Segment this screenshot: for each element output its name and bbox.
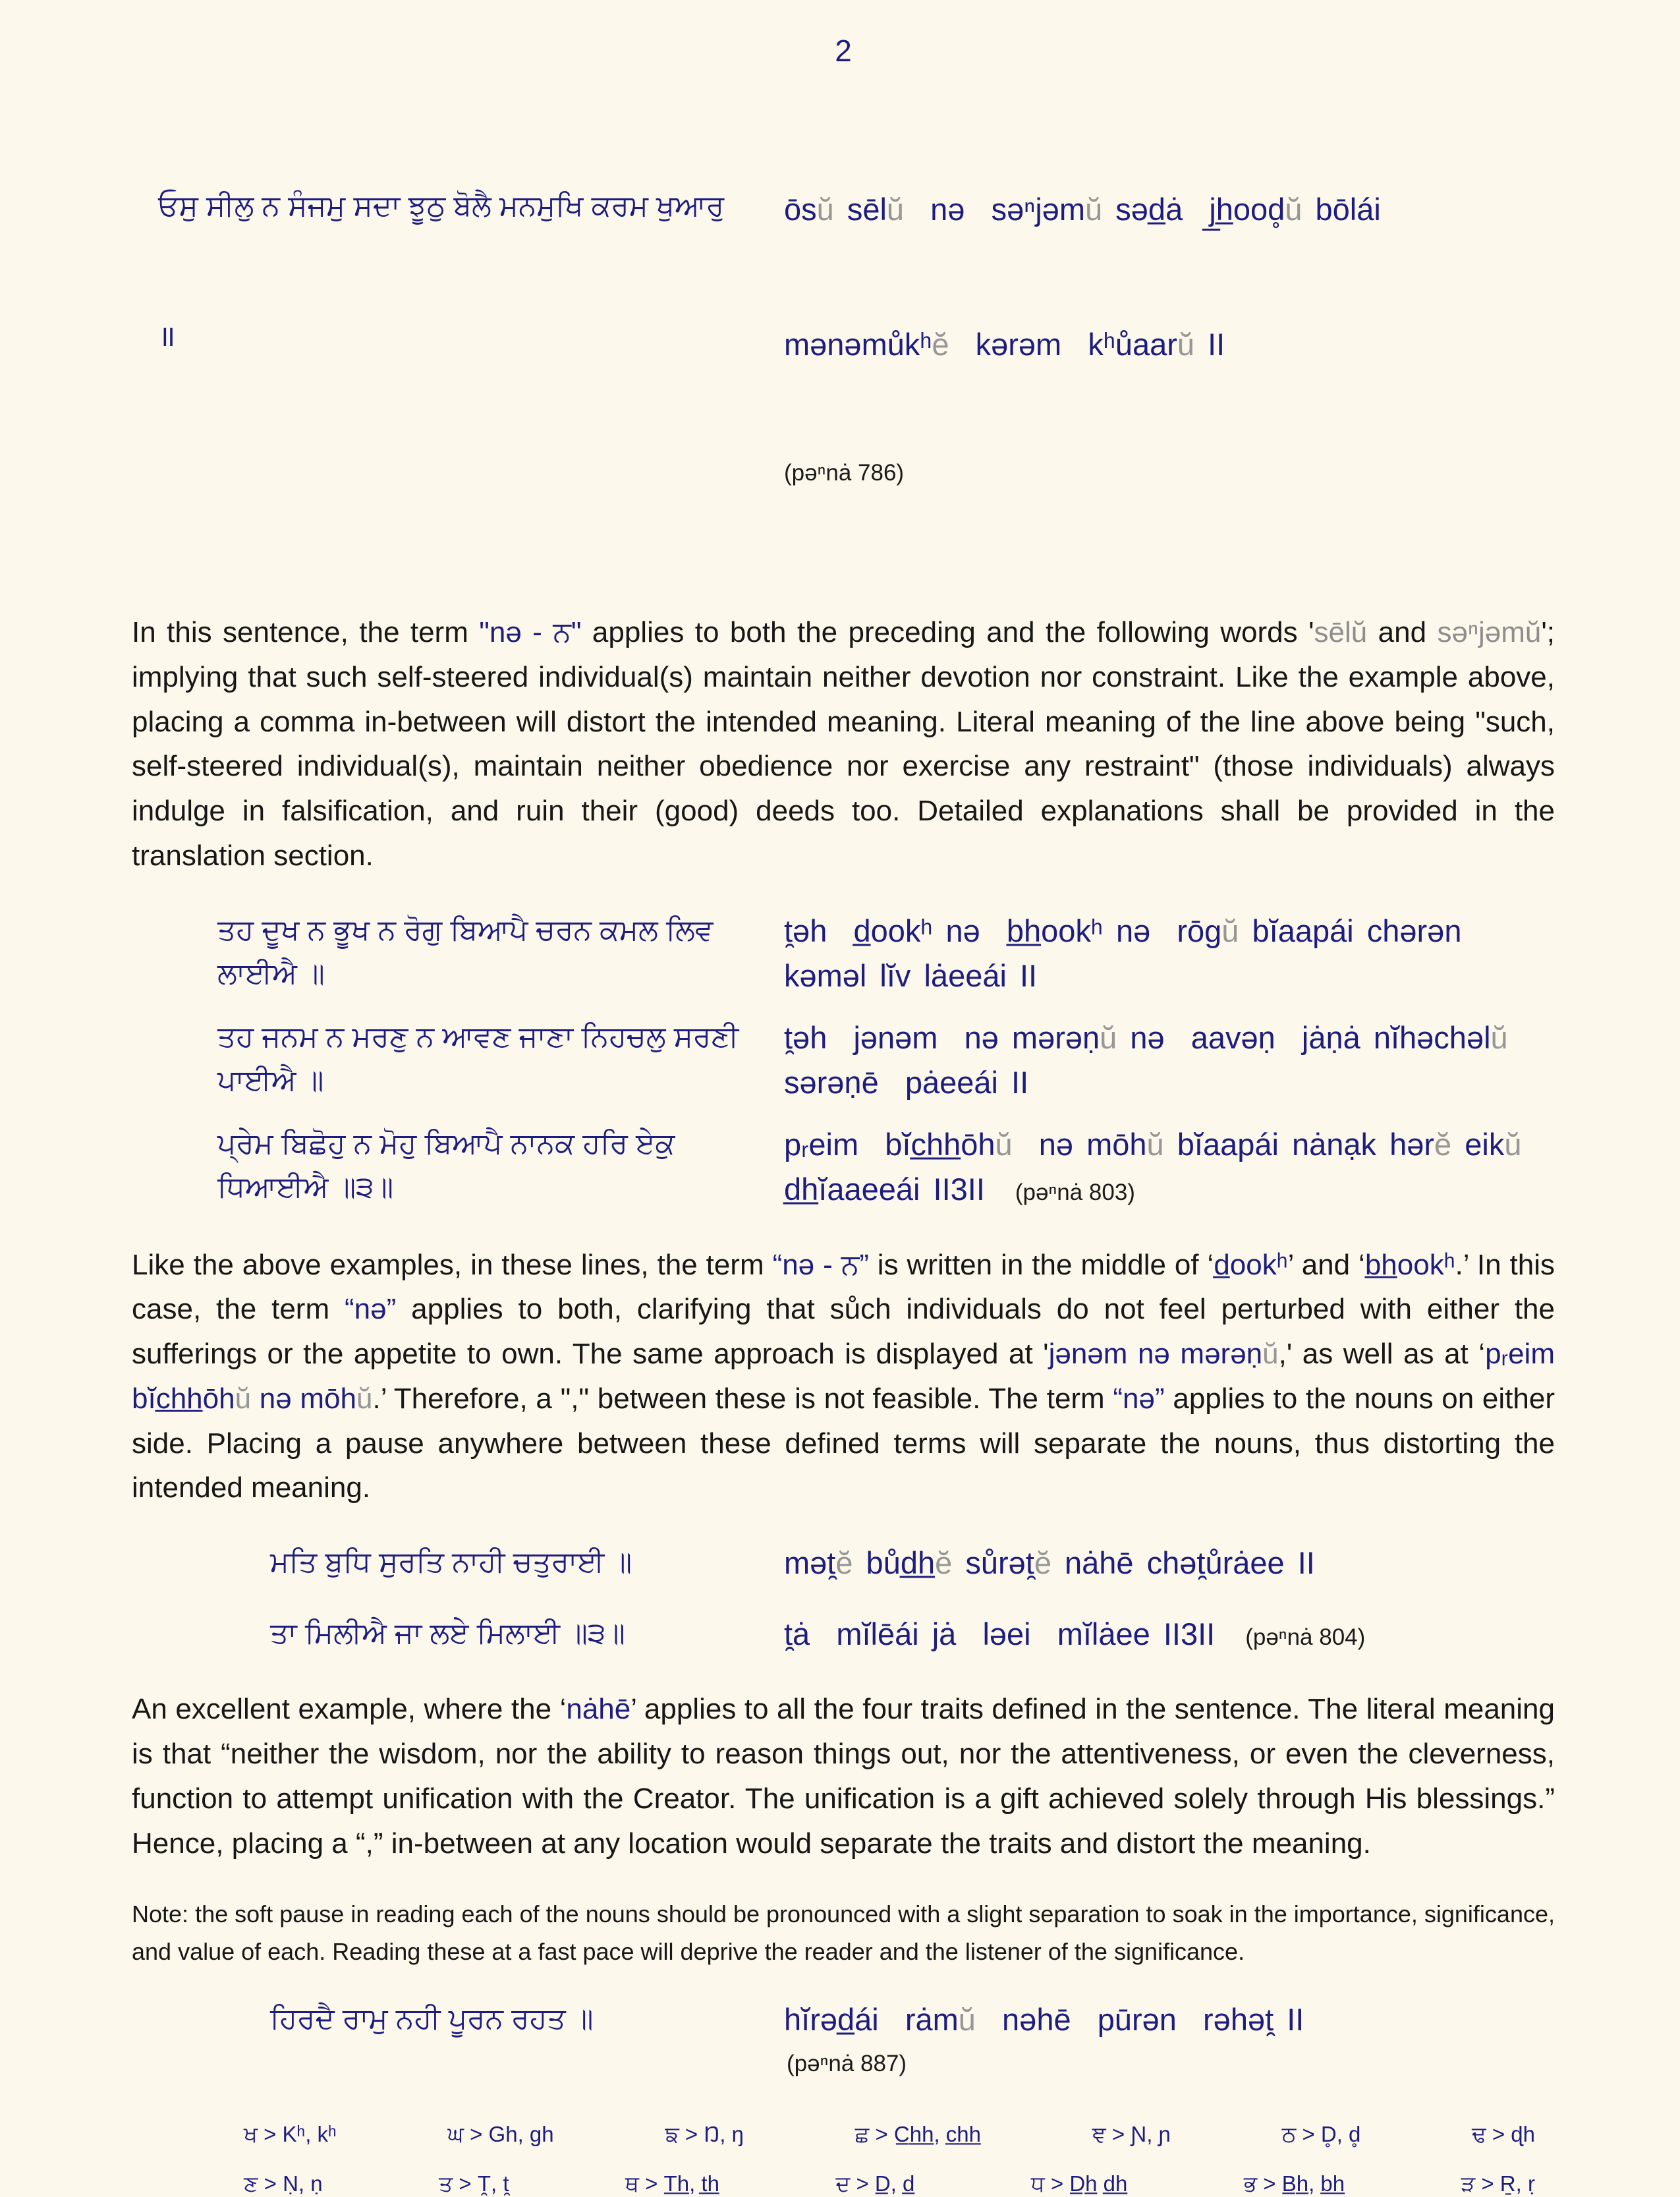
translit-line: t̯əh d̲ookʰ nə b̲h̲ookʰ nə rōgŭ bĭaapái chərən kəməl lĭv lȧeeái II [784, 913, 1475, 993]
couplet-row [132, 1122, 1555, 1212]
page-number: 2 [835, 34, 852, 68]
translit-line: ōsŭ sēlŭ nə səⁿjəmŭ səd̲ȧ j̲h̲ood̥ŭ bōlái [784, 192, 1381, 227]
gurmukhi-line: ॥ [158, 320, 176, 353]
translit-line: mənəmůkʰĕ kərəm kʰůaarŭ II [784, 326, 1225, 362]
key-mapping: ਖ > Kʰ, kʰ [244, 2121, 337, 2146]
translit-line [784, 1612, 1555, 1657]
key-mapping: ਧ > D̲h̲ d̲h̲ [1030, 2171, 1128, 2196]
transliteration-verse [784, 98, 1555, 580]
panna-reference: (pəⁿnȧ 786) [784, 460, 905, 486]
key-mapping: ਭ > B̲h̲, b̲h̲ [1243, 2171, 1345, 2196]
paragraph-explanation-3 [132, 1687, 1555, 1866]
text-segment: '; implying that such self-steered individual(s) maintain neither devotion nor constraint. Like the example above, placing a comma in-between will distort the intended meaning. Literal meaning of the line above being "such, self-steered individual(s), maintain neither obedience nor exercise any restraint" (those individuals) always indulge in falsification, and ruin their (good) deeds too. Detailed explanations shall be provided in the translation section. [132, 616, 1555, 872]
text-segment: and [1367, 616, 1438, 649]
text-segment: applies to both, clarifying that sůch individuals do not feel perturbed with either the sufferings or the appetite to own. The same approach is displayed at ' [132, 1293, 1555, 1370]
panna-reference: (pəⁿnȧ 804) [1245, 1624, 1366, 1651]
translit-term: "nə - ਨ" [479, 616, 582, 649]
gurmukhi-line: ਤਹ ਜਨਮ ਨ ਮਰਣੁ ਨ ਆਵਣ ਜਾਣਾ ਨਿਹਚਲੁ ਸਰਣੀ ਪਾਈਐ ॥ [217, 1020, 747, 1097]
translit-text: hĭrəd̲ái rȧmŭ nəhē pūrən rəhət̯ II [784, 2002, 1304, 2038]
panna-reference: (pəⁿnȧ 803) [1015, 1180, 1135, 1206]
text-segment: applies to both the preceding and the following words ' [581, 616, 1314, 649]
key-mapping: ੜ > Ṟ, ṛ [1461, 2171, 1535, 2196]
key-mapping: ਥ > T̲h̲, t̲h̲ [625, 2171, 719, 2196]
key-mapping: ਠ > D̥, d̥ [1281, 2121, 1361, 2146]
translit-term: nȧhē [566, 1693, 631, 1726]
text-segment: .’ Therefore, a "," between these is not feasible. The term [372, 1382, 1113, 1415]
text-segment: Like the above examples, in these lines, the term [132, 1248, 773, 1281]
translit-term: b̲h̲ookʰ [1364, 1248, 1455, 1281]
couplet-row [132, 1015, 1555, 1105]
text-segment: applies to the nouns on either side. Placing a pause anywhere between these defined terms will separate the nouns, thus distorting the intended meaning. [132, 1382, 1555, 1504]
key-mapping: ਣ > Ṇ, ṇ [244, 2171, 323, 2196]
couplet-row [132, 1612, 1555, 1657]
transliteration-key-table [244, 2122, 1535, 2197]
text-segment: ’ and ‘ [1287, 1248, 1365, 1281]
gurmukhi-line: ਤਾ ਮਿਲੀਐ ਜਾ ਲਏ ਮਿਲਾਈ ॥੩॥ [270, 1617, 625, 1650]
couplet-row [132, 1541, 1555, 1585]
text-segment: In this sentence, the term [132, 616, 480, 649]
panna-reference: (pəⁿnȧ 887) [787, 2051, 907, 2077]
key-mapping: ਦ > D̲, d̲ [835, 2171, 915, 2196]
paragraph-explanation-2 [132, 1243, 1555, 1511]
translit-text: pᵣeim bĭc̲h̲h̲ōhŭ nə mōhŭ bĭaapái nȧnạk hərĕ eikŭ d̲h̲ĭaaeeái II3II [784, 1127, 1535, 1207]
verse-block-804 [132, 1541, 1555, 1657]
text-segment: ,' as well as at ‘ [1278, 1338, 1486, 1370]
gurmukhi-line: ਓਸੁ ਸੀਲੁ ਨ ਸੰਜਮੁ ਸਦਾ ਝੂਠੁ ਬੋਲੈ ਮਨਮੁਖਿ ਕਰਮ ਖੁਆਰੁ [158, 190, 725, 222]
gurmukhi-line: ਮਤਿ ਬੁਧਿ ਸੁਰਤਿ ਨਾਹੀ ਚਤੁਰਾਈ ॥ [270, 1546, 632, 1578]
translit-line [784, 1122, 1555, 1212]
key-mapping: ਙ > Ŋ, ŋ [665, 2121, 744, 2146]
gurmukhi-verse [132, 98, 784, 445]
translit-term: jənəm nə mərəṇŭ [1048, 1338, 1279, 1370]
key-table-row [244, 2171, 1535, 2197]
key-mapping: ਘ > Gh, gh [447, 2121, 554, 2146]
translit-term: “nə - ਨ” [772, 1248, 869, 1281]
couplet-row [132, 909, 1555, 998]
translit-line [784, 1997, 1555, 2081]
translit-term: “nə” [1113, 1382, 1165, 1415]
text-segment: An excellent example, where the ‘ [132, 1693, 567, 1726]
paragraph-explanation-1 [132, 610, 1555, 878]
text-segment: sēlŭ [1314, 616, 1368, 649]
gurmukhi-line: ਪ੍ਰੇਮ ਬਿਛੋਹੁ ਨ ਮੋਹੁ ਬਿਆਪੈ ਨਾਨਕ ਹਰਿ ਏਕੁ ਧਿਆਈਐ ॥੩॥ [217, 1127, 683, 1204]
translit-line: mət̯ĕ bůd̲h̲ĕ sůrət̯ĕ nȧhē chət̯ůrȧee II [784, 1545, 1315, 1580]
gurmukhi-line: ਹਿਰਦੈ ਰਾਮੁ ਨਹੀ ਪੂਰਨ ਰਹਤ ॥ [270, 2003, 594, 2036]
text-segment: səⁿjəmŭ [1437, 616, 1542, 649]
key-mapping: ਢ > ɖh [1472, 2121, 1535, 2146]
translit-text: t̯ȧ mĭlēái jȧ ləei mĭlȧee II3II [784, 1616, 1216, 1652]
text-segment: ’ applies to all the four traits defined in the sentence. The literal meaning is that “neither the wisdom, nor the ability to reason things out, nor the attentiveness, or even the cleverness, function to attempt unification with the Creator. The unification is a gift achieved solely through His blessings.” Hence, placing a “,” in-between at any location would separate the traits and distort the meaning. [132, 1693, 1555, 1860]
translit-line: t̯əh jənəm nə mərəṇŭ nə aavəṇ jȧṇȧ nĭhəchəlŭ sərəṇē pȧeeái II [784, 1019, 1534, 1100]
translit-term: d̲ookʰ [1214, 1248, 1288, 1281]
text-segment: is written in the middle of ‘ [868, 1248, 1214, 1281]
note-paragraph: Note: the soft pause in reading each of the nouns should be pronounced with a slight separation to soak in the importance, significance, and value of each. Reading these at a fast pace will deprive the reader and the listener of the significance. [132, 1900, 1555, 1966]
key-mapping: ਞ > Ɲ, ɲ [1092, 2121, 1171, 2146]
key-mapping: ਤ > T̯, t̯ [439, 2171, 509, 2196]
translit-term: “nə” [345, 1293, 397, 1326]
verse-block-803 [132, 909, 1555, 1213]
gurmukhi-line: ਤਹ ਦੂਖ ਨ ਭੂਖ ਨ ਰੋਗੁ ਬਿਆਪੈ ਚਰਨ ਕਮਲ ਲਿਵ ਲਾਈਐ ॥ [217, 913, 721, 990]
text-segment: .’ In this case, the term [132, 1248, 1555, 1326]
verse-block-887 [132, 1997, 1555, 2081]
translit-term: pᵣeim bĭc̲h̲h̲ōhŭ nə mōhŭ [132, 1338, 1555, 1415]
key-table-row [244, 2122, 1535, 2148]
verse-block-786 [132, 98, 1555, 580]
key-mapping: ਛ > C̲h̲h̲, c̲h̲h̲ [854, 2121, 981, 2146]
